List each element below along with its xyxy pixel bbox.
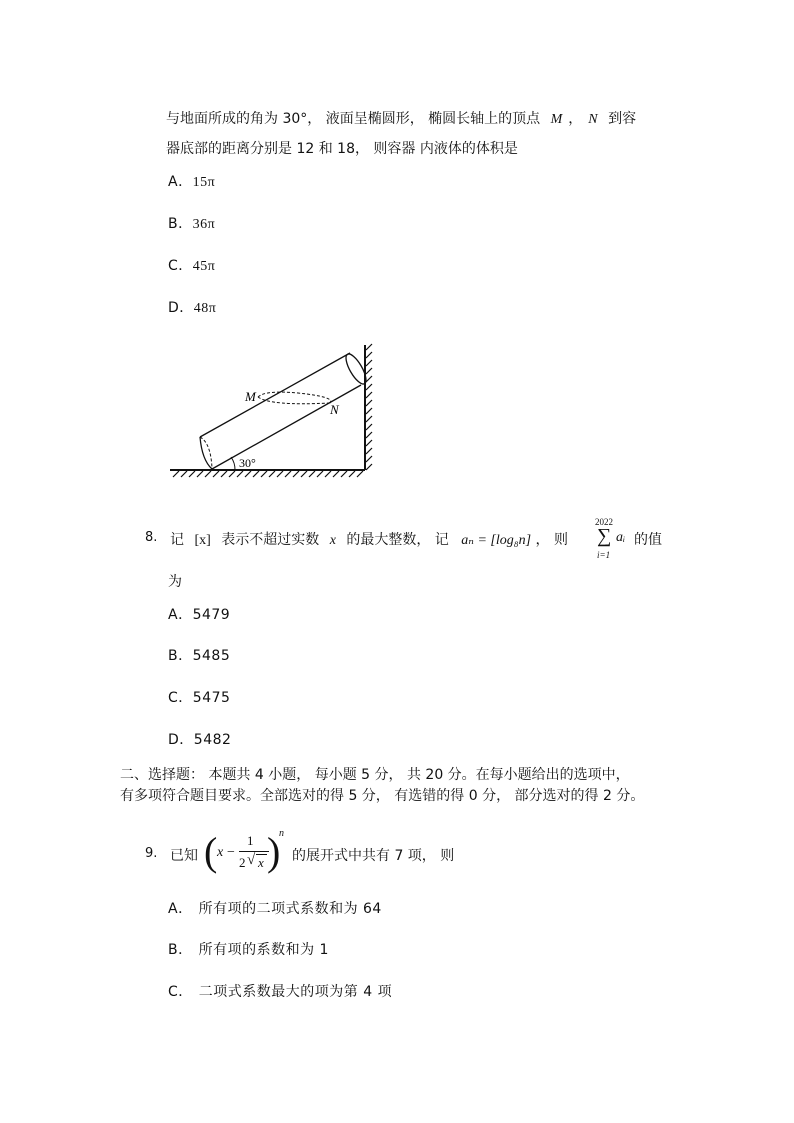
q9-number: 9.	[145, 846, 158, 861]
option-value: 5479	[192, 607, 231, 623]
q8-text-a: 记	[170, 532, 184, 548]
option-label: B．	[168, 648, 193, 664]
option-label: B．	[168, 216, 193, 232]
option-value: 5482	[193, 732, 232, 748]
exponent-n: n	[279, 828, 284, 839]
q9-option-a	[168, 898, 382, 918]
q8-text-b: 表示不超过实数	[221, 532, 320, 548]
q7-line1-text: 与地面所成的角为 30°， 液面呈椭圆形， 椭圆长轴上的顶点	[166, 111, 541, 127]
q8-line-1	[170, 529, 568, 549]
q8-number: 8.	[145, 530, 158, 545]
option-value: 所有项的系数和为 1	[198, 942, 329, 958]
option-label: D．	[168, 732, 194, 748]
fraction-numerator: 1	[247, 833, 254, 848]
q8-option-a	[168, 604, 230, 624]
q8-option-d	[168, 729, 231, 749]
q8-text-e: 的值	[634, 532, 662, 548]
q8-option-c	[168, 687, 230, 707]
minus-sign: −	[227, 845, 235, 860]
fraction-denominator-var: x	[258, 855, 264, 870]
q9-option-b	[168, 939, 329, 959]
paren-left: (	[204, 829, 218, 874]
fraction-denominator-coef: 2	[239, 855, 246, 870]
sum-upper-limit: 2022	[595, 517, 613, 527]
figure-label-n: N	[330, 402, 339, 417]
q9-option-c	[168, 981, 392, 1001]
option-label: B．	[168, 942, 193, 958]
figure-label-m: M	[245, 389, 256, 404]
q7-line-2: 器底部的距离分别是 12 和 18， 则容器 内液体的体积是	[166, 141, 518, 157]
q9-text-b: 的展开式中共有 7 项， 则	[292, 848, 455, 864]
option-value: 36π	[192, 217, 216, 232]
q8-floor-x: [x]	[194, 533, 211, 548]
binomial-x: x	[217, 845, 224, 860]
q7-option-a	[168, 171, 215, 191]
option-value: 48π	[193, 301, 217, 316]
paren-right: )	[267, 829, 281, 874]
option-value: 二项式系数最大的项为第 4 项	[198, 984, 393, 1000]
q7-option-b	[168, 213, 215, 233]
option-label: D．	[168, 300, 194, 316]
wall-hatching	[366, 344, 372, 470]
section-2-line-2: 有多项符合题目要求。全部选对的得 5 分， 有选错的得 0 分， 部分选对的得 2 分。	[120, 788, 645, 804]
q7-line-1: 与地面所成的角为 30°， 液面呈椭圆形， 椭圆长轴上的顶点 M ， N 到容	[166, 111, 637, 127]
q8-text-c: 的最大整数， 记	[346, 532, 449, 548]
sum-term: aᵢ	[616, 530, 626, 545]
option-value: 5485	[192, 648, 231, 664]
cylinder-base-front	[200, 437, 212, 469]
cylinder-base-back	[200, 437, 212, 469]
option-label: A．	[168, 607, 193, 623]
sqrt-sign: √	[247, 852, 256, 868]
q7-option-c	[168, 255, 215, 275]
q7-option-d	[168, 297, 216, 317]
sum-lower-limit: i=1	[597, 550, 611, 560]
option-label: A．	[168, 901, 193, 917]
option-label: C．	[168, 690, 193, 706]
cylinder-bottom-edge	[212, 385, 361, 469]
cylinder-top-edge	[200, 353, 350, 437]
section-2-line-1: 二、选择题： 本题共 4 小题， 每小题 5 分， 共 20 分。在每小题给出的选项中，	[120, 767, 630, 783]
option-label: A．	[168, 174, 193, 190]
option-value: 45π	[192, 259, 216, 274]
cylinder-figure	[165, 340, 380, 485]
binomial-expression	[204, 830, 284, 876]
q7-point-n: N	[588, 112, 598, 127]
q8-option-b	[168, 645, 230, 665]
option-label: C．	[168, 258, 193, 274]
q8-line-2: 为	[168, 574, 182, 590]
ground-hatching	[173, 471, 363, 477]
q9-text-a: 已知	[170, 848, 198, 864]
q8-var-x: x	[329, 533, 336, 548]
q8-formula-an: aₙ = [log₈n]	[461, 533, 532, 548]
option-value: 5475	[192, 690, 231, 706]
q7-point-m: M	[550, 112, 563, 127]
option-label: C．	[168, 984, 193, 1000]
q8-text-d: ， 则	[535, 532, 568, 548]
sum-sigma: ∑	[597, 525, 612, 547]
option-value: 15π	[192, 175, 216, 190]
q7-line1-end: 到容	[608, 111, 637, 127]
option-value: 所有项的二项式系数和为 64	[198, 901, 382, 917]
figure-angle-label: 30°	[239, 456, 256, 470]
angle-arc	[231, 457, 235, 470]
